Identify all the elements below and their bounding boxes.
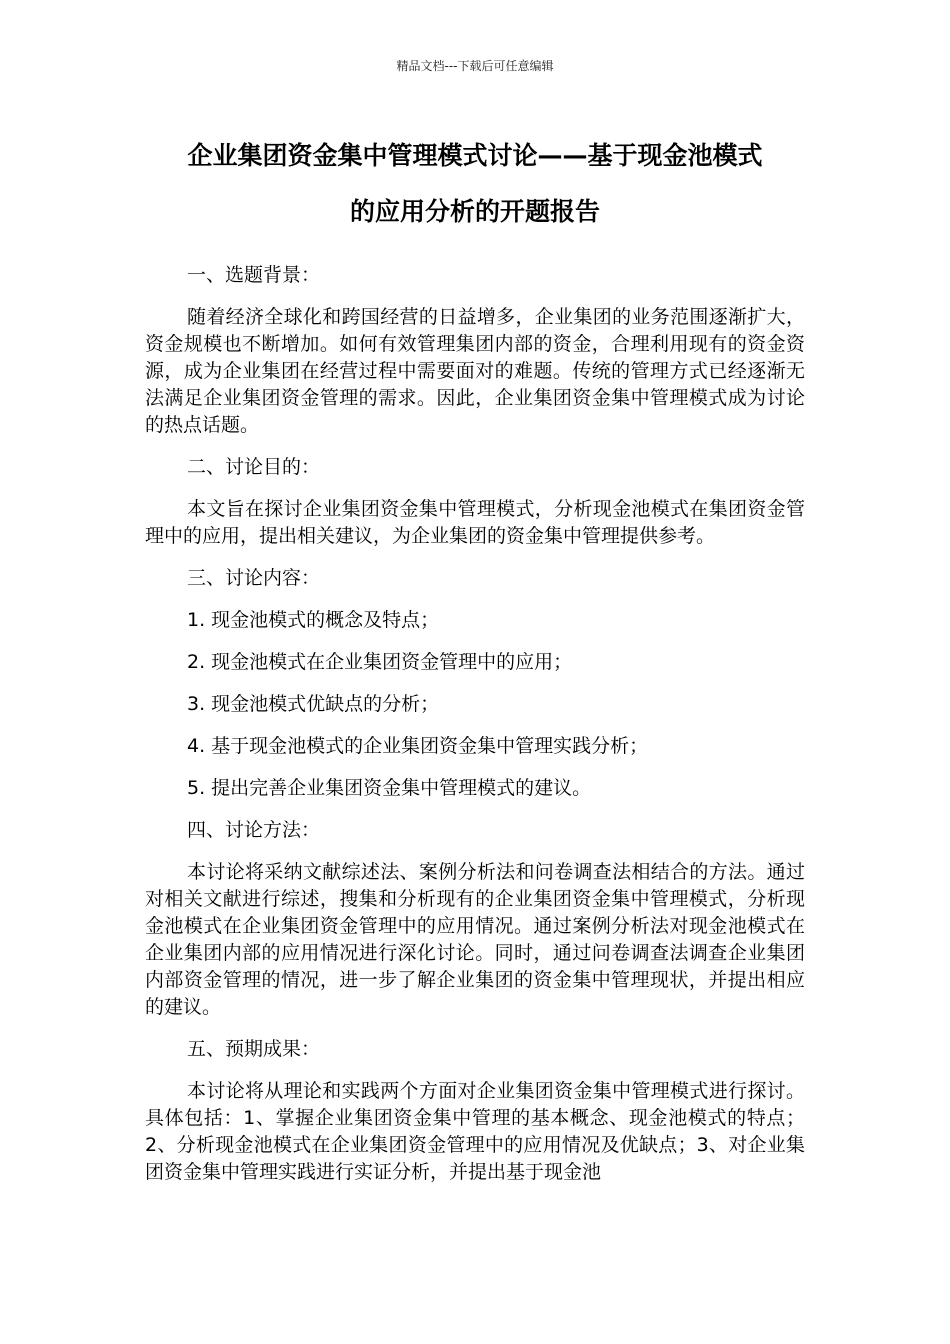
paragraph-background: 随着经济全球化和跨国经营的日益增多，企业集团的业务范围逐渐扩大，资金规模也不断增加。如何有效管理集团内部的资金，合理利用现有的资金资源，成为企业集团在经营过程中需要面对的难题。传统的管理方式已经逐渐无法满足企业集团资金管理的需求。因此，企业集团资金集中管理模式成为讨论的热点话题。	[145, 306, 805, 436]
section-heading-background: 一、选题背景：	[187, 264, 321, 286]
list-item: 5. 提出完善企业集团资金集中管理模式的建议。	[187, 777, 592, 799]
title-line-2: 的应用分析的开题报告	[349, 197, 600, 226]
header-note: 精品文档---下载后可任意编辑	[396, 59, 554, 73]
section-heading-purpose: 二、讨论目的：	[187, 456, 321, 478]
title-line-1: 企业集团资金集中管理模式讨论——基于现金池模式	[187, 141, 763, 170]
section-heading-method: 四、讨论方法：	[187, 819, 321, 841]
section-heading-outcomes: 五、预期成果：	[187, 1038, 321, 1060]
paragraph-purpose: 本文旨在探讨企业集团资金集中管理模式，分析现金池模式在集团资金管理中的应用，提出相关建议，为企业集团的资金集中管理提供参考。	[145, 498, 805, 547]
list-item: 2. 现金池模式在企业集团资金管理中的应用；	[187, 651, 573, 673]
paragraph-method: 本讨论将采纳文献综述法、案例分析法和问卷调查法相结合的方法。通过对相关文献进行综述，搜集和分析现有的企业集团资金集中管理模式，分析现金池模式在企业集团资金管理中的应用情况。通过案例分析法对现金池模式在企业集团内部的应用情况进行深化讨论。同时，通过问卷调查法调查企业集团内部资金管理的情况，进一步了解企业集团的资金集中管理现状，并提出相应的建议。	[145, 861, 805, 1018]
document-body	[145, 262, 805, 1186]
list-item: 4. 基于现金池模式的企业集团资金集中管理实践分析；	[187, 735, 649, 757]
document-title	[130, 128, 820, 240]
list-item: 1. 现金池模式的概念及特点；	[187, 609, 440, 631]
paragraph-outcomes: 本讨论将从理论和实践两个方面对企业集团资金集中管理模式进行探讨。具体包括：1、掌握企业集团资金集中管理的基本概念、现金池模式的特点；2、分析现金池模式在企业集团资金管理中的应用情况及优缺点；3、对企业集团资金集中管理实践进行实证分析，并提出基于现金池	[145, 1080, 805, 1183]
list-item: 3. 现金池模式优缺点的分析；	[187, 693, 440, 715]
section-heading-content: 三、讨论内容：	[187, 567, 321, 589]
